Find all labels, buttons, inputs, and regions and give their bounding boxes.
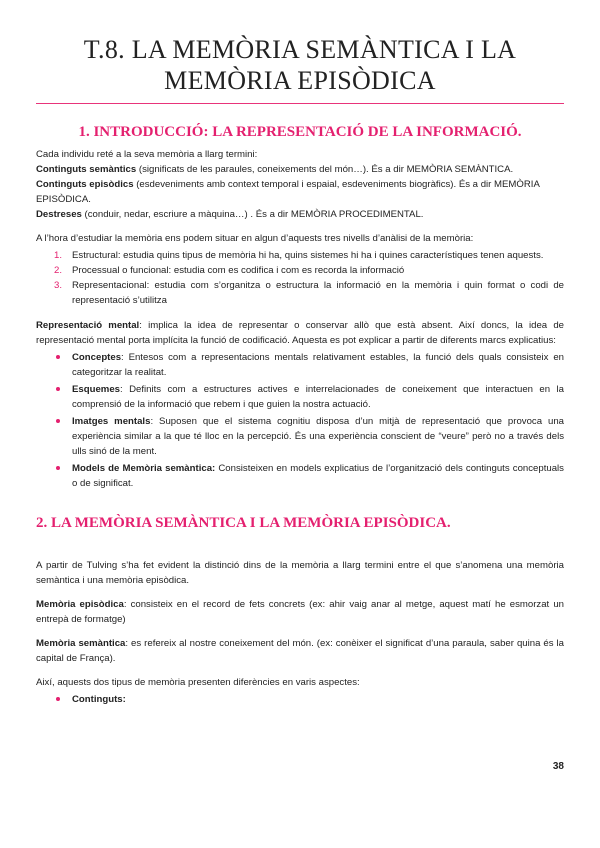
frames-list: [36, 350, 564, 491]
page-number: 38: [552, 761, 564, 772]
list-item: Conceptes: Entesos com a representacions mentals relativament estables, la funció dels quals consisteix en categoritzar la realitat.: [36, 350, 564, 380]
list-item: 2. Processual o funcional: estudia com es codifica i com es recorda la informació: [54, 265, 405, 276]
list-item: Esquemes: Definits com a estructures actives e interrelacionades de coneixement que interactuen en la comprensió de la informació que rebem i que guien la nostra actuació.: [36, 382, 564, 412]
levels-intro: A l’hora d’estudiar la memòria ens podem situar en algun d’aquests tres nivells d’anàlisi de la memòria:: [36, 233, 474, 244]
representation-paragraph: Representació mental: implica la idea de representar o conservar allò que està absent. Així doncs, la idea de representació mental porta implícita la funció de codificació. Aquesta es pot explicar a partir de diferents marcs explicatius:: [36, 320, 564, 346]
title-divider: [36, 103, 564, 104]
semantic-paragraph: Memòria semàntica: es refereix al nostre coneixement del món. (ex: conèixer el significat d’una paraula, saber quina és la capital de França).: [36, 638, 565, 664]
content-item: Continguts episòdics (esdeveniments amb context temporal i espaial, esdeveniments biogràfics). És a dir MEMÒRIA EPISÒDICA.: [36, 179, 540, 205]
bullet-icon: [56, 466, 60, 470]
aspects-list: [36, 692, 564, 707]
bullet-icon: [56, 697, 60, 701]
list-item: 3. Representacional: estudia com s’organitza o estructura la informació en la memòria i quin format o codi de representació s’utilitza: [54, 280, 564, 306]
list-item: Imatges mentals: Suposen que el sistema cognitiu disposa d’un mitjà de representació que provoca una experiència similar a la que té lloc en la percepció. És una experiència conscient de “veure” però no a través dels ulls sinó de la ment.: [36, 414, 564, 459]
intro-paragraph: Cada individu reté a la seva memòria a llarg termini:: [36, 149, 258, 160]
bullet-icon: [56, 387, 60, 391]
tulving-paragraph: A partir de Tulving s’ha fet evident la distinció dins de la memòria a llarg termini entre el que s’anomena una memòria semàntica i una memòria episòdica.: [36, 560, 564, 586]
section-2-heading: 2. LA MEMÒRIA SEMÀNTICA I LA MEMÒRIA EPISÒDICA.: [36, 515, 451, 531]
episodic-paragraph: Memòria episòdica: consisteix en el record de fets concrets (ex: ahir vaig anar al metge, aquest matí he esmorzat un entrepà de formatge): [36, 599, 564, 625]
content-item: Continguts semàntics (significats de les paraules, coneixements del món…). És a dir MEMÒRIA SEMÀNTICA.: [36, 164, 514, 175]
differences-paragraph: Així, aquests dos tipus de memòria presenten diferències en varis aspectes:: [36, 677, 360, 688]
list-item: Continguts:: [36, 692, 564, 707]
list-item: 1. Estructural: estudia quins tipus de memòria hi ha, quins sistemes hi ha i quines característiques tenen aquests.: [54, 250, 544, 261]
bullet-icon: [56, 419, 60, 423]
list-item: Models de Memòria semàntica: Consisteixen en models explicatius de l’organització dels continguts conceptuals o de significat.: [36, 461, 564, 491]
bullet-icon: [56, 355, 60, 359]
content-item: Destreses (conduir, nedar, escriure a màquina…) . És a dir MEMÒRIA PROCEDIMENTAL.: [36, 209, 424, 220]
section-1-heading: 1. INTRODUCCIÓ: LA REPRESENTACIÓ DE LA INFORMACIÓ.: [78, 124, 522, 140]
levels-list: [36, 248, 564, 308]
document-title: T.8. LA MEMÒRIA SEMÀNTICA I LA MEMÒRIA EPISÒDICA: [83, 35, 517, 95]
